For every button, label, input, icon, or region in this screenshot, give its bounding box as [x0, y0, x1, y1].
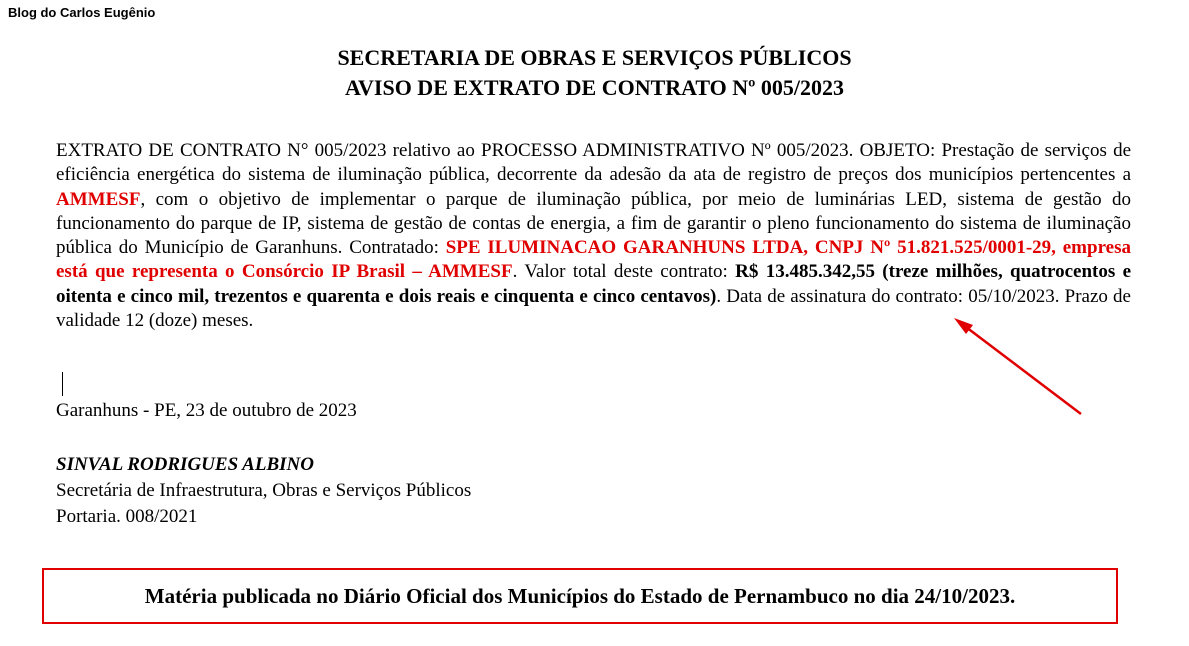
value-label-text: . Valor total deste contrato:	[512, 261, 736, 283]
signer-role: Secretária de Infraestrutura, Obras e Serviços Públicos	[56, 480, 472, 501]
ammesf-highlight: AMMESF	[56, 188, 141, 210]
signer-name: SINVAL RODRIGUES ALBINO	[56, 454, 314, 475]
publication-notice-box	[42, 568, 1118, 624]
object-description-text: , com o objetivo de implementar o parque de iluminação pública, por meio de luminárias LED, sistema de gestão do funcionamento do parque de IP, sistema de gestão de contas de energia, a fim de garantir o pleno funcionamento do sistema de iluminação pública do Município de Garanhuns. Contratado:	[56, 188, 1131, 259]
place-date: Garanhuns - PE, 23 de outubro de 2023	[56, 400, 357, 421]
department-title: SECRETARIA DE OBRAS E SERVIÇOS PÚBLICOS	[337, 45, 852, 70]
contractor-highlight: SPE ILUMINACAO GARANHUNS LTDA, CNPJ Nº 51.821.525/0001-29, empresa está que representa o Consórcio IP Brasil – AMMESF	[56, 237, 1131, 283]
blog-watermark: Blog do Carlos Eugênio	[8, 5, 156, 20]
publication-notice-text: Matéria publicada no Diário Oficial dos Municípios do Estado de Pernambuco no dia 24/10/2023.	[144, 583, 1016, 608]
signer-portaria: Portaria. 008/2021	[56, 506, 198, 527]
notice-title: AVISO DE EXTRATO DE CONTRATO Nº 005/2023	[344, 75, 845, 100]
contract-extract-paragraph	[56, 139, 1131, 333]
text-cursor	[62, 372, 63, 396]
closing-text: . Data de assinatura do contrato: 05/10/2023. Prazo de validade 12 (doze) meses.	[56, 285, 1131, 332]
extract-intro-text: EXTRATO DE CONTRATO N° 005/2023 relativo ao PROCESSO ADMINISTRATIVO Nº 005/2023. OBJETO: Prestação de serviços de eficiência energética do sistema de iluminação pública, decorrente da adesão da ata de registro de preços dos municípios pertencentes a	[56, 140, 1131, 186]
contract-value: R$ 13.485.342,55 (treze milhões, quatrocentos e oitenta e cinco mil, trezentos e quarenta e dois reais e cinquenta e cinco centavos)	[56, 261, 1131, 307]
